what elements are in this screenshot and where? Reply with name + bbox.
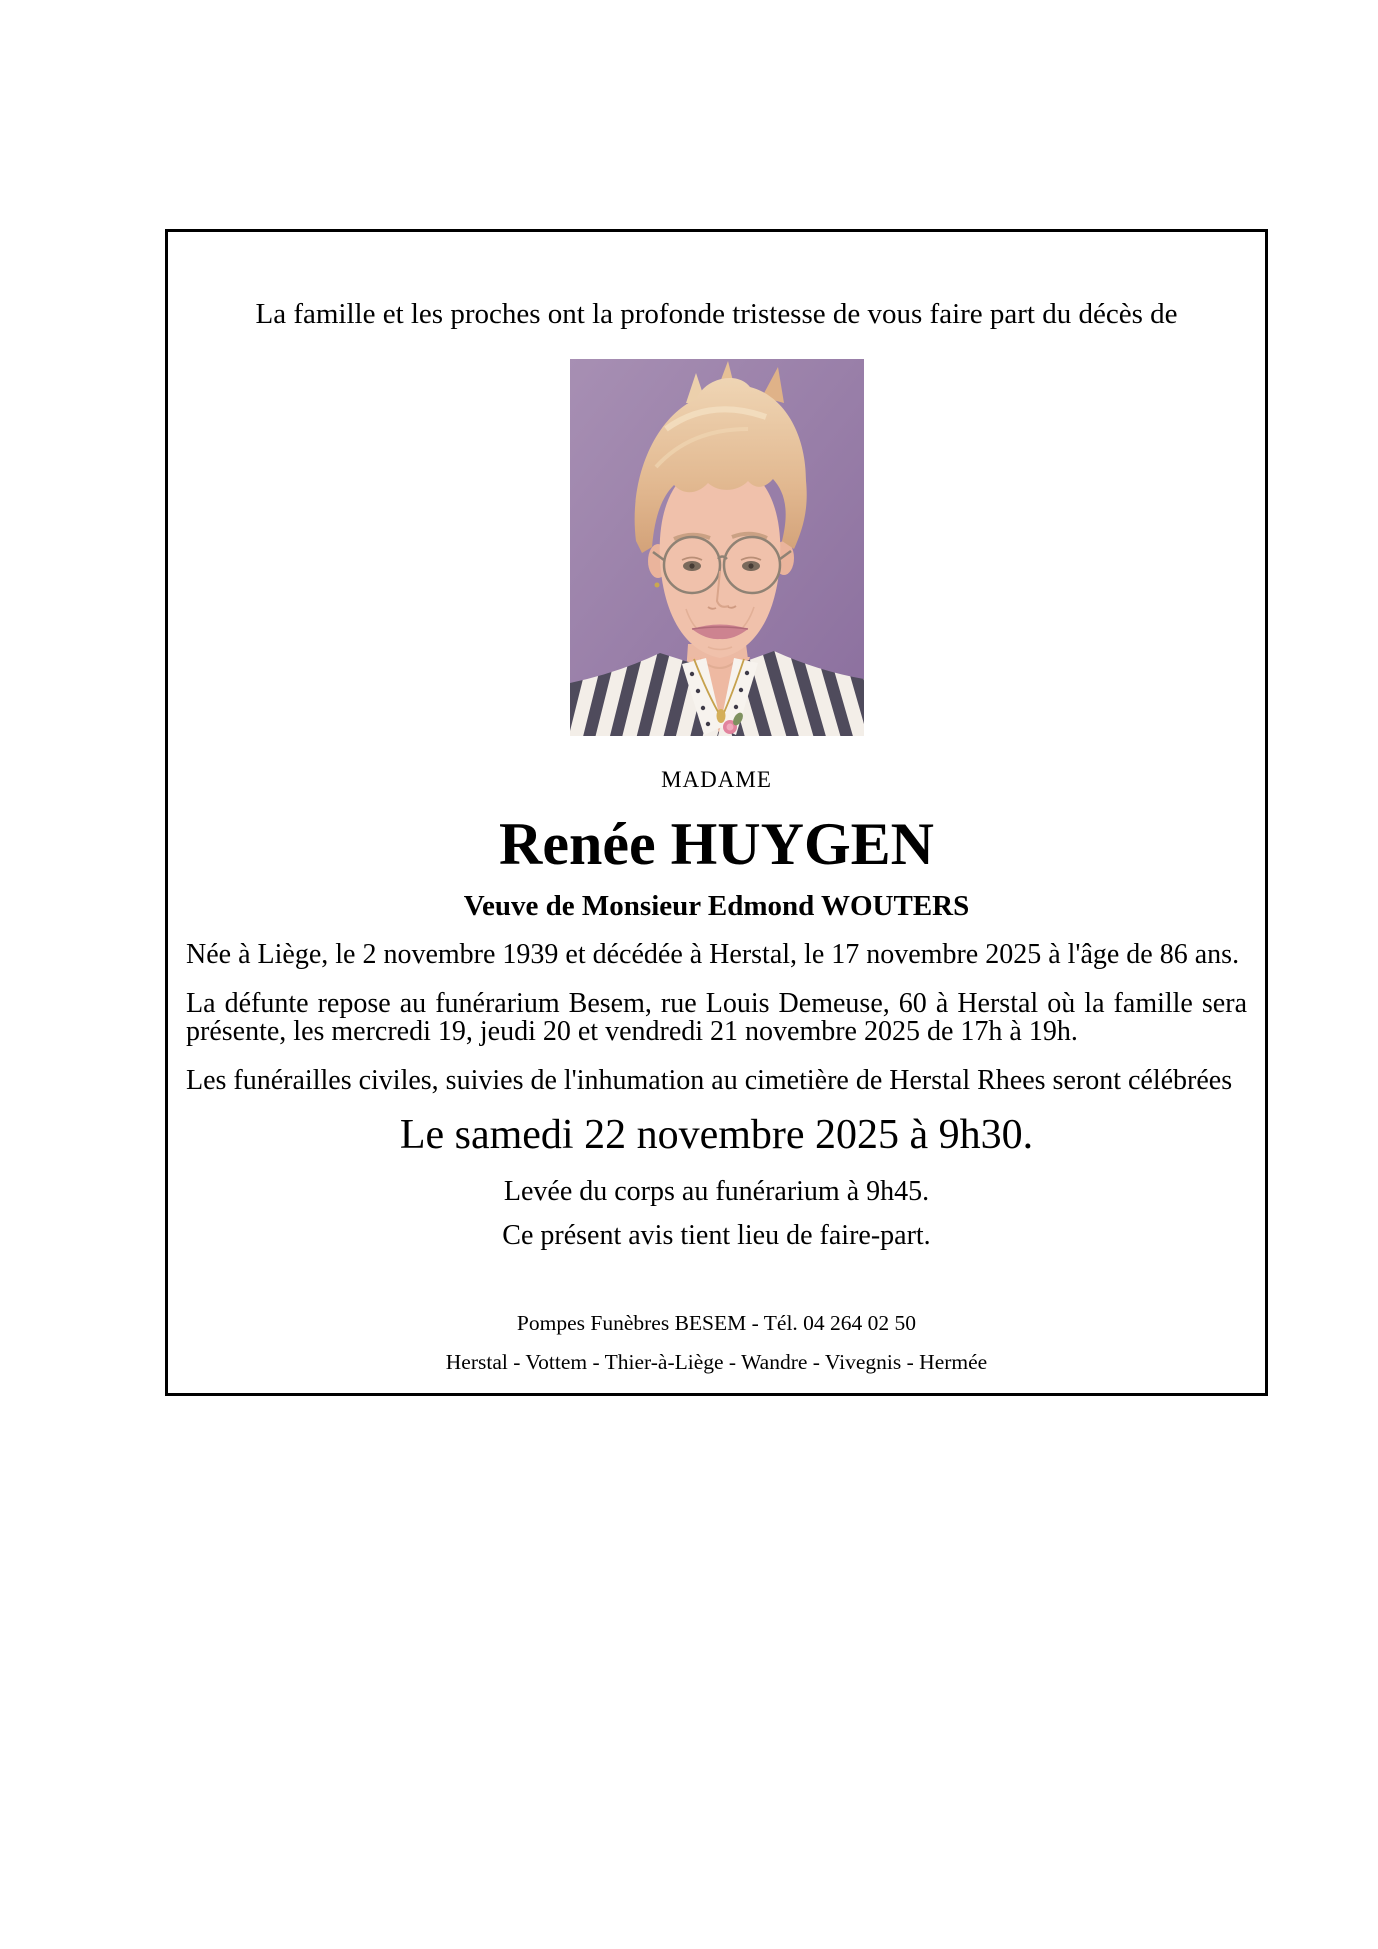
widow-line: Veuve de Monsieur Edmond WOUTERS xyxy=(463,890,970,922)
deceased-name: Renée HUYGEN xyxy=(499,811,934,877)
avis-line: Ce présent avis tient lieu de faire-part. xyxy=(502,1220,931,1251)
funeral-home-line: Pompes Funèbres BESEM - Tél. 04 264 02 50 xyxy=(516,1311,917,1335)
announcement-paragraphs xyxy=(168,941,1265,1095)
levee-line: Levée du corps au funérarium à 9h45. xyxy=(503,1176,930,1207)
honorific: MADAME xyxy=(661,767,772,792)
localities-line: Herstal - Vottem - Thier-à-Liège - Wandre - Vivegnis - Hermée xyxy=(445,1350,988,1374)
intro-text: La famille et les proches ont la profonde tristesse de vous faire part du décès de xyxy=(255,298,1178,330)
portrait-photo xyxy=(570,359,864,736)
funeral-line: Les funérailles civiles, suivies de l'inhumation au cimetière de Herstal Rhees seront célébrées xyxy=(186,1065,1233,1096)
notice-box xyxy=(165,229,1268,1396)
ceremony-date: Le samedi 22 novembre 2025 à 9h30. xyxy=(399,1112,1034,1158)
portrait-photo-frame xyxy=(570,359,864,736)
repose-line: La défunte repose au funérarium Besem, rue Louis Demeuse, 60 à Herstal où la famille sera présente, les mercredi 19, jeudi 20 et vendredi 21 novembre 2025 de 17h à 19h. xyxy=(186,988,1247,1047)
birth-death-line: Née à Liège, le 2 novembre 1939 et décédée à Herstal, le 17 novembre 2025 à l'âge de 86 ans. xyxy=(186,939,1240,970)
